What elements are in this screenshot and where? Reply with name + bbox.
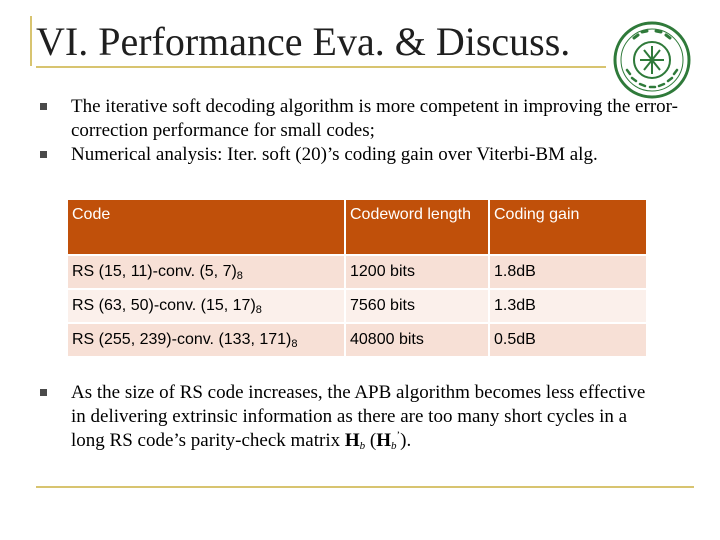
- bullet-text: As the size of RS code increases, the APB algorithm becomes less effective in delivering extrinsic information as there are too many short cycles in a long RS code’s parity-check matrix: [71, 382, 646, 451]
- cell-gain: 0.5dB: [490, 324, 646, 356]
- cell-code: [68, 256, 344, 288]
- header-codeword-length: Codeword length: [346, 200, 488, 254]
- matrix-subscript: b: [359, 440, 366, 452]
- cell-length: 7560 bits: [346, 290, 488, 322]
- bullet-square-icon: [40, 151, 47, 158]
- bullet-square-icon: [40, 389, 47, 396]
- bullet-square-icon: [40, 103, 47, 110]
- header-code: Code: [68, 200, 344, 254]
- matrix-symbol-alt: H: [376, 430, 391, 451]
- paren-open: (: [365, 430, 377, 451]
- cell-code: [68, 324, 344, 356]
- code-text: RS (255, 239)-conv. (133, 171): [72, 331, 292, 348]
- bullet-item: [40, 143, 680, 167]
- bullet-text: The iterative soft decoding algorithm is more competent in improving the error-correction performance for small codes;: [71, 96, 678, 141]
- bullet-list-2: [40, 381, 660, 453]
- code-text: RS (63, 50)-conv. (15, 17): [72, 297, 256, 314]
- cell-length: 1200 bits: [346, 256, 488, 288]
- paren-close: ).: [400, 430, 412, 451]
- bullet-text: Numerical analysis: Iter. soft (20)’s coding gain over Viterbi-BM alg.: [71, 144, 598, 165]
- table-row: [68, 290, 646, 322]
- code-subscript: 8: [255, 304, 262, 316]
- footer-rule: [36, 486, 694, 488]
- matrix-subscript-alt: b: [391, 440, 397, 452]
- table-header-row: [68, 200, 646, 254]
- table-row: [68, 324, 646, 356]
- university-seal-icon: [612, 20, 692, 100]
- title-underline: [36, 66, 606, 68]
- slide-title: VI. Performance Eva. & Discuss.: [36, 19, 571, 64]
- title-frame-vertical: [30, 16, 32, 66]
- table-row: [68, 256, 646, 288]
- code-subscript: 8: [291, 338, 298, 350]
- code-text: RS (15, 11)-conv. (5, 7): [72, 263, 237, 280]
- cell-length: 40800 bits: [346, 324, 488, 356]
- bullet-item: [40, 381, 660, 453]
- prime-mark: ’: [396, 429, 401, 442]
- bullet-list: [40, 95, 680, 167]
- cell-gain: 1.3dB: [490, 290, 646, 322]
- code-subscript: 8: [236, 270, 243, 282]
- matrix-symbol: H: [344, 430, 360, 451]
- cell-gain: 1.8dB: [490, 256, 646, 288]
- coding-gain-table: [66, 198, 648, 358]
- header-coding-gain: Coding gain: [490, 200, 646, 254]
- bullet-item: [40, 95, 680, 143]
- cell-code: [68, 290, 344, 322]
